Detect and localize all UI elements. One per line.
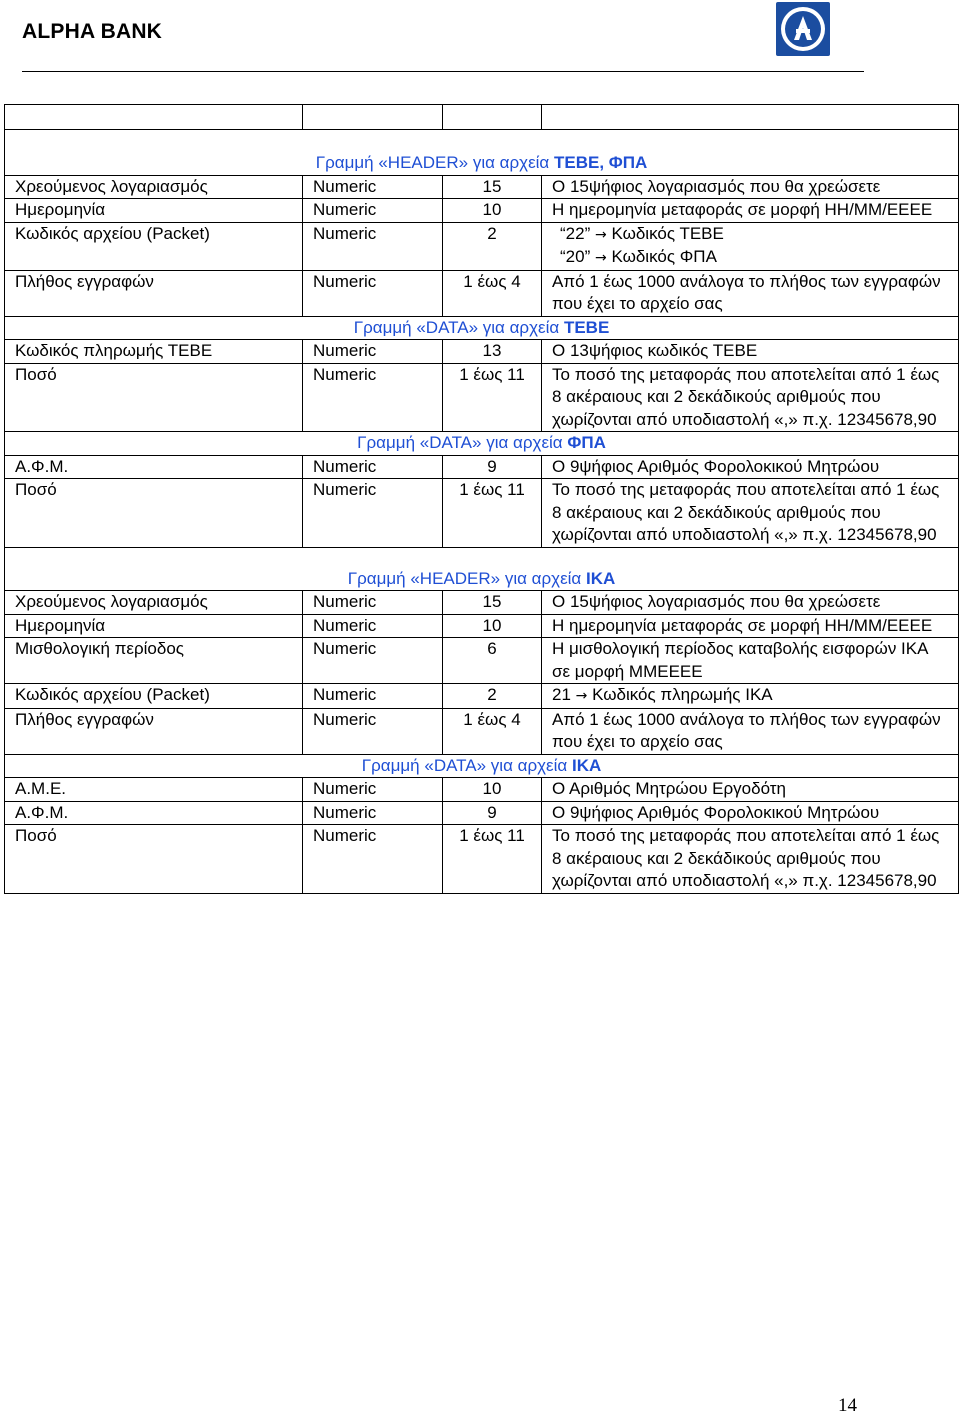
arrow-right-icon: → <box>594 250 607 266</box>
field-description: Ο 9ψήφιος Αριθμός Φορολοκικού Μητρώου <box>542 801 959 825</box>
code-label: Κωδικός ΤΕΒΕ <box>611 223 724 243</box>
header-cell <box>303 105 443 130</box>
section-heading-header-ika <box>5 547 959 591</box>
field-description: Το ποσό της μεταφοράς που αποτελείται από 1 έως 8 ακέραιους και 2 δεκάδικούς αριθμούς που χωρίζονται από υποδιαστολή «,» π.χ. 12345678,90 <box>542 363 959 432</box>
field-type: Numeric <box>303 222 443 270</box>
field-description: Από 1 έως 1000 ανάλογα το πλήθος των εγγραφών που έχει το αρχείο σας <box>542 270 959 316</box>
field-length: 1 έως 11 <box>443 363 542 432</box>
field-length: 9 <box>443 455 542 479</box>
section-heading-bold: ΤΕΒΕ <box>563 317 610 337</box>
field-type: Numeric <box>303 801 443 825</box>
table-row <box>5 270 959 316</box>
field-description: Το ποσό της μεταφοράς που αποτελείται από 1 έως 8 ακέραιους και 2 δεκάδικούς αριθμούς που χωρίζονται από υποδιαστολή «,» π.χ. 12345678,90 <box>542 479 959 548</box>
field-length: 15 <box>443 591 542 615</box>
field-name: Ποσό <box>5 363 303 432</box>
field-length: 10 <box>443 199 542 223</box>
code-value: 21 <box>552 685 571 704</box>
field-description: Η μισθολογική περίοδος καταβολής εισφορών ΙΚΑ σε μορφή ΜΜΕΕΕΕ <box>542 638 959 684</box>
field-description: Η ημερομηνία μεταφοράς σε μορφή ΗΗ/ΜΜ/ΕΕΕΕ <box>542 614 959 638</box>
section-heading-data-tebe <box>5 316 959 340</box>
header-cell <box>542 105 959 130</box>
field-name: Ημερομηνία <box>5 614 303 638</box>
header-rule <box>22 71 864 72</box>
field-name: Ημερομηνία <box>5 199 303 223</box>
table-row <box>5 614 959 638</box>
field-type: Numeric <box>303 363 443 432</box>
field-type: Numeric <box>303 270 443 316</box>
field-length: 9 <box>443 801 542 825</box>
table-header-row <box>5 105 959 130</box>
section-heading-data-ika <box>5 754 959 778</box>
field-length: 1 έως 11 <box>443 825 542 894</box>
field-type: Numeric <box>303 614 443 638</box>
field-name: Κωδικός αρχείου (Packet) <box>5 684 303 709</box>
table-row <box>5 825 959 894</box>
field-description: Ο 15ψήφιος λογαριασμός που θα χρεώσετε <box>542 175 959 199</box>
table-row <box>5 638 959 684</box>
field-name: Μισθολογική περίοδος <box>5 638 303 684</box>
header-cell <box>5 105 303 130</box>
section-heading-text: Γραμμή «HEADER» για αρχεία <box>315 153 554 172</box>
field-name: Α.Φ.Μ. <box>5 455 303 479</box>
field-name: Κωδικός αρχείου (Packet) <box>5 222 303 270</box>
field-description <box>542 222 959 270</box>
table-row <box>5 801 959 825</box>
field-description: Ο 15ψήφιος λογαριασμός που θα χρεώσετε <box>542 591 959 615</box>
field-description: Το ποσό της μεταφοράς που αποτελείται από 1 έως 8 ακέραιους και 2 δεκάδικούς αριθμούς που χωρίζονται από υποδιαστολή «,» π.χ. 12345678,90 <box>542 825 959 894</box>
field-type: Numeric <box>303 175 443 199</box>
table-row <box>5 479 959 548</box>
section-heading-bold: ΤΕΒΕ, ΦΠΑ <box>553 153 648 172</box>
table-row <box>5 591 959 615</box>
section-heading-text: Γραμμή «DATA» για αρχεία <box>361 755 572 775</box>
table-row <box>5 455 959 479</box>
section-heading-header-tebe-fpa <box>5 130 959 176</box>
field-type: Numeric <box>303 778 443 802</box>
field-type: Numeric <box>303 455 443 479</box>
section-heading-bold: ΦΠΑ <box>567 433 606 452</box>
field-type: Numeric <box>303 199 443 223</box>
code-label: Κωδικός ΦΠΑ <box>611 247 717 266</box>
field-description: Ο 13ψήφιος κωδικός ΤΕΒΕ <box>542 340 959 364</box>
field-description: Ο 9ψήφιος Αριθμός Φορολοκικού Μητρώου <box>542 455 959 479</box>
field-name: Χρεούμενος λογαριασμός <box>5 591 303 615</box>
field-length: 2 <box>443 222 542 270</box>
code-value: “20” <box>560 247 591 266</box>
field-type: Numeric <box>303 684 443 709</box>
field-name: Ποσό <box>5 479 303 548</box>
header-cell <box>443 105 542 130</box>
code-line <box>552 223 948 247</box>
arrow-right-icon: → <box>575 688 588 704</box>
field-name: Ποσό <box>5 825 303 894</box>
field-name: Πλήθος εγγραφών <box>5 708 303 754</box>
field-name: Χρεούμενος λογαριασμός <box>5 175 303 199</box>
section-heading-bold: ΙΚΑ <box>585 568 616 588</box>
section-row <box>5 754 959 778</box>
section-heading-data-fpa <box>5 432 959 456</box>
code-line <box>552 246 948 270</box>
section-row <box>5 316 959 340</box>
field-length: 1 έως 11 <box>443 479 542 548</box>
field-type: Numeric <box>303 638 443 684</box>
field-length: 13 <box>443 340 542 364</box>
field-length: 2 <box>443 684 542 709</box>
field-type: Numeric <box>303 825 443 894</box>
code-value: “22” <box>560 223 591 243</box>
table-row <box>5 708 959 754</box>
section-heading-text: Γραμμή «DATA» για αρχεία <box>357 433 568 452</box>
bank-name: ALPHA BANK <box>22 20 163 43</box>
field-name: Κωδικός πληρωμής ΤΕΒΕ <box>5 340 303 364</box>
field-length: 10 <box>443 778 542 802</box>
field-type: Numeric <box>303 708 443 754</box>
table-row <box>5 175 959 199</box>
table-row <box>5 684 959 709</box>
field-name: Α.Μ.Ε. <box>5 778 303 802</box>
field-description <box>542 684 959 709</box>
section-heading-text: Γραμμή «DATA» για αρχεία <box>353 317 564 337</box>
field-description: Η ημερομηνία μεταφοράς σε μορφή ΗΗ/ΜΜ/ΕΕΕΕ <box>542 199 959 223</box>
table-row <box>5 340 959 364</box>
field-name: Α.Φ.Μ. <box>5 801 303 825</box>
section-heading-text: Γραμμή «HEADER» για αρχεία <box>347 568 586 588</box>
arrow-right-icon: → <box>594 226 607 243</box>
code-label: Κωδικός πληρωμής ΙΚΑ <box>592 685 773 704</box>
field-type: Numeric <box>303 591 443 615</box>
table-row <box>5 199 959 223</box>
table-row <box>5 778 959 802</box>
field-description: Από 1 έως 1000 ανάλογα το πλήθος των εγγραφών που έχει το αρχείο σας <box>542 708 959 754</box>
field-type: Numeric <box>303 340 443 364</box>
page-number: 14 <box>838 1395 857 1416</box>
section-row <box>5 547 959 591</box>
section-row <box>5 432 959 456</box>
field-type: Numeric <box>303 479 443 548</box>
table-row <box>5 363 959 432</box>
section-row <box>5 130 959 176</box>
file-format-table <box>4 104 959 894</box>
table-row <box>5 222 959 270</box>
field-length: 1 έως 4 <box>443 270 542 316</box>
field-length: 6 <box>443 638 542 684</box>
section-heading-bold: ΙΚΑ <box>571 755 602 775</box>
field-length: 1 έως 4 <box>443 708 542 754</box>
field-length: 10 <box>443 614 542 638</box>
field-description: Ο Αριθμός Μητρώου Εργοδότη <box>542 778 959 802</box>
field-name: Πλήθος εγγραφών <box>5 270 303 316</box>
alpha-bank-logo-icon <box>776 2 830 56</box>
field-length: 15 <box>443 175 542 199</box>
